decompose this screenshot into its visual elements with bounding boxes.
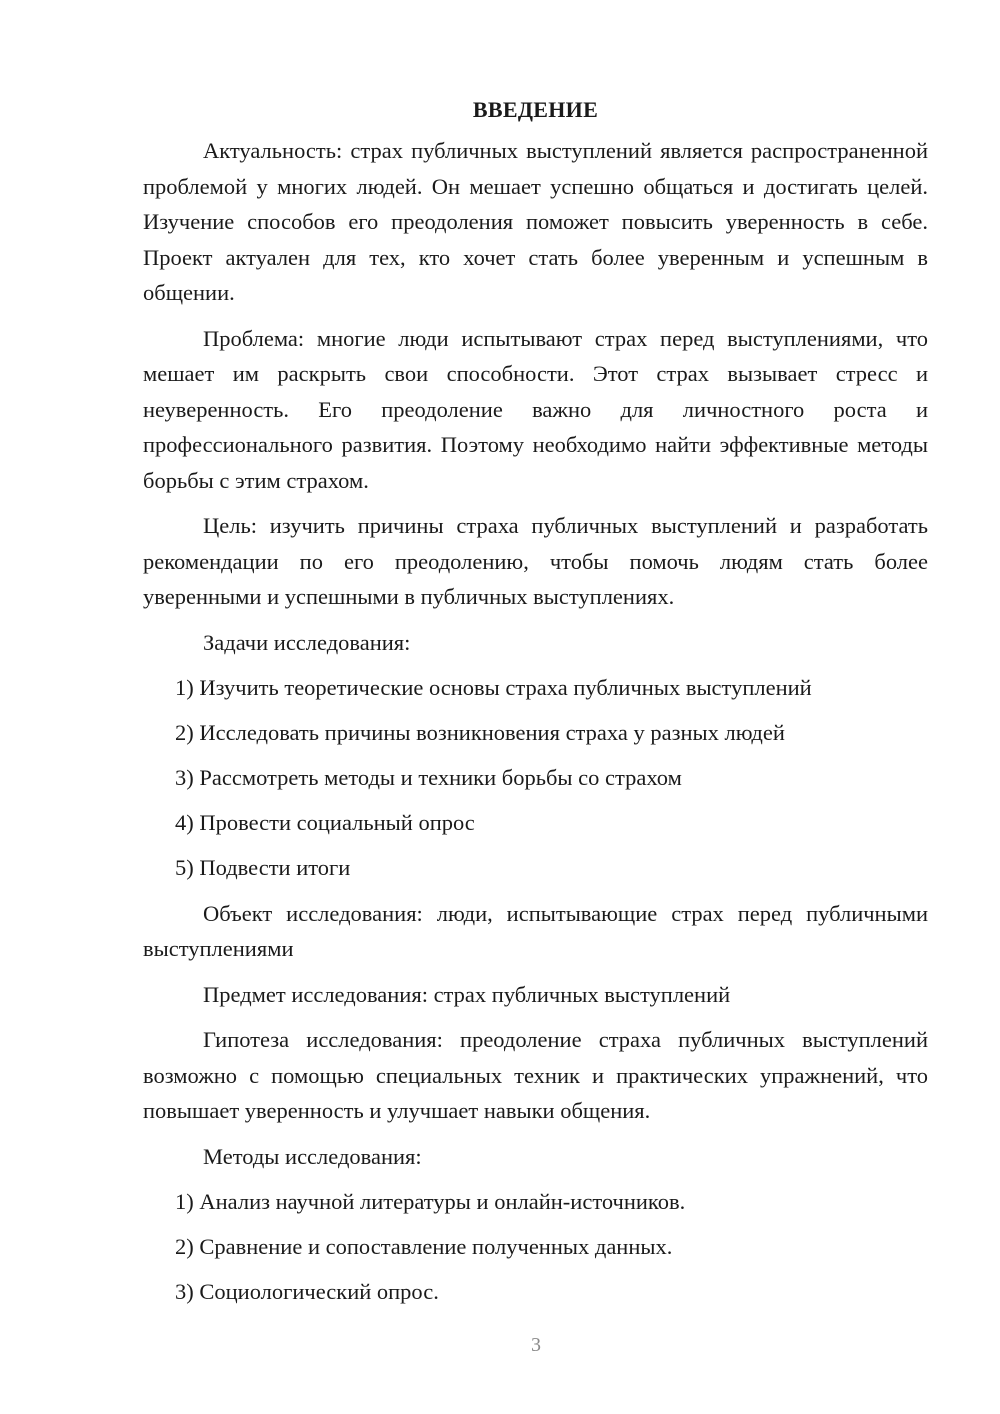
list-item: 1) Изучить теоретические основы страха публичных выступлений (175, 675, 812, 700)
list-item: 3) Рассмотреть методы и техники борьбы со страхом (175, 765, 682, 790)
tasks-heading: Задачи исследования: (203, 629, 411, 655)
list-item: 2) Исследовать причины возникновения страха у разных людей (175, 720, 785, 745)
object-paragraph: Объект исследования: люди, испытывающие страх перед публичными выступлениями (143, 900, 928, 961)
methods-heading: Методы исследования: (203, 1143, 422, 1169)
tasks-list (143, 670, 928, 886)
relevance-paragraph: Актуальность: страх публичных выступлений является распространенной проблемой у многих людей. Он мешает успешно общаться и достигать целей. Изучение способов его преодоления поможет повысить уверенность в себе. Проект актуален для тех, кто хочет стать более уверенным и успешным в общении. (143, 138, 928, 305)
methods-list (143, 1184, 928, 1310)
subject-paragraph: Предмет исследования: страх публичных выступлений (203, 981, 731, 1007)
list-item: 5) Подвести итоги (175, 855, 351, 880)
section-title: ВВЕДЕНИЕ (472, 97, 599, 122)
hypothesis-paragraph: Гипотеза исследования: преодоление страха публичных выступлений возможно с помощью специальных техник и практических упражнений, что повышает уверенность и улучшает навыки общения. (143, 1027, 928, 1123)
list-item: 4) Провести социальный опрос (175, 810, 475, 835)
document-page (143, 95, 928, 1320)
list-item: 2) Сравнение и сопоставление полученных данных. (175, 1234, 673, 1259)
list-item: 3) Социологический опрос. (175, 1279, 439, 1304)
page-number: 3 (531, 1334, 541, 1356)
goal-paragraph: Цель: изучить причины страха публичных выступлений и разработать рекомендации по его преодолению, чтобы помочь людям стать более уверенными и успешными в публичных выступлениях. (143, 513, 928, 609)
list-item: 1) Анализ научной литературы и онлайн-источников. (175, 1189, 686, 1214)
problem-paragraph: Проблема: многие люди испытывают страх перед выступлениями, что мешает им раскрыть свои способности. Этот страх вызывает стресс и неуверенность. Его преодоление важно для личностного роста и профессионального развития. Поэтому необходимо найти эффективные методы борьбы с этим страхом. (143, 325, 928, 493)
